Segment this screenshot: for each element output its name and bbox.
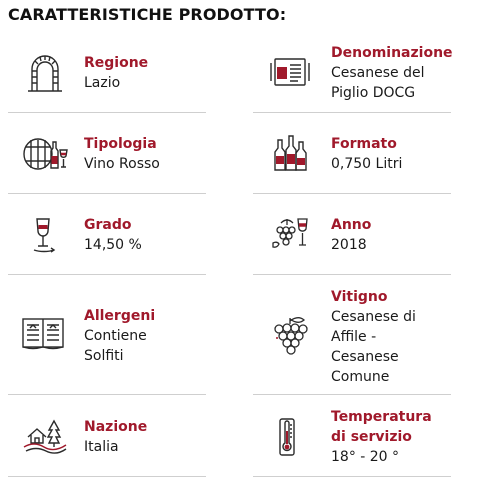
value-nazione: Italia [84,439,119,455]
divider [253,112,451,113]
divider [8,274,206,275]
thermometer-icon [265,411,315,461]
label-temperatura-line-2: di servizio [331,429,412,445]
value-anno: 2018 [331,237,367,253]
label-denominazione: Denominazione [331,45,453,61]
value-temperatura: 18° - 20 ° [331,449,400,465]
value-allergeni-line-1: Contiene [84,328,147,344]
value-vitigno-line-2: Affile - [331,329,377,345]
value-allergeni-line-2: Solfiti [84,348,124,364]
value-regione: Lazio [84,75,121,91]
divider [253,193,451,194]
value-vitigno-line-4: Comune [331,369,390,385]
divider [8,476,206,477]
label-temperatura-line-1: Temperatura [331,409,432,425]
country-landscape-icon [20,411,70,461]
divider [8,193,206,194]
label-formato: Formato [331,136,397,152]
label-grado: Grado [84,217,132,233]
label-nazione: Nazione [84,419,148,435]
divider [253,274,451,275]
divider [8,112,206,113]
label-vitigno: Vitigno [331,289,388,305]
divider [253,476,451,477]
value-tipologia: Vino Rosso [84,156,160,172]
value-formato: 0,750 Litri [331,156,403,172]
label-allergeni: Allergeni [84,308,156,324]
value-denominazione-line-2: Piglio DOCG [331,85,416,101]
value-denominazione-line-1: Cesanese del [331,65,425,81]
allergens-book-icon [18,308,68,358]
grape-variety-icon [265,312,315,362]
bottle-format-icon [265,128,315,178]
section-title: CARATTERISTICHE PRODOTTO: [8,5,287,24]
region-arch-icon [20,47,70,97]
divider [253,394,451,395]
label-anno: Anno [331,217,372,233]
denomination-label-icon [265,47,315,97]
value-vitigno-line-1: Cesanese di [331,309,416,325]
label-tipologia: Tipologia [84,136,157,152]
alcohol-degree-glass-icon [20,209,70,259]
wine-type-barrel-glass-icon [20,128,70,178]
value-vitigno-line-3: Cesanese [331,349,399,365]
divider [8,394,206,395]
label-regione: Regione [84,55,149,71]
vintage-grapes-glass-icon [265,209,315,259]
value-grado: 14,50 % [84,237,142,253]
